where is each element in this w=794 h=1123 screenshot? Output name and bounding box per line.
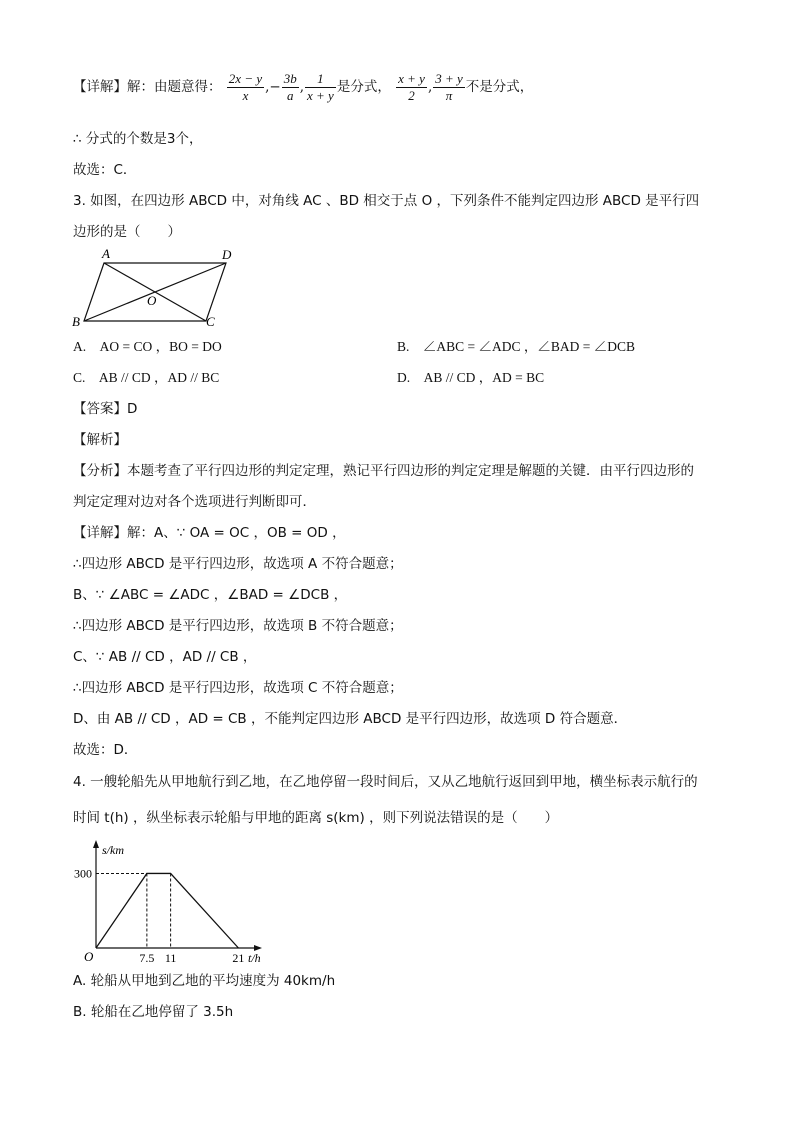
q3-option-d: D. AB // CD ，AD = BC [397, 370, 545, 385]
count-line: ∴ 分式的个数是3个， [73, 131, 203, 147]
q3-detail-1: 【详解】解：A、∵ OA = OC ，OB = OD ， [73, 525, 346, 541]
fraction-5: $\frac{3 + y}{\pi}$ [435, 71, 463, 103]
detail-label: 【详解】解：由题意得： [73, 79, 222, 95]
vertex-label-c: C [206, 314, 215, 329]
q3-detail-3: B、∵ ∠ABC = ∠ADC ，∠BAD = ∠DCB ， [73, 587, 348, 603]
q3-detail-2: ∴四边形 ABCD 是平行四边形，故选项 A 不符合题意； [73, 556, 403, 572]
q4-text-1: 4. 一艘轮船先从甲地航行到乙地，在乙地停留一段时间后，又从乙地航行返回到甲地，横坐标表示航行的 [73, 774, 698, 790]
q3-detail-6: ∴四边形 ABCD 是平行四边形，故选项 C 不符合题意； [73, 680, 403, 696]
x-tick-label-1: 11 [164, 951, 177, 964]
choice-line-c: 故选：C． [73, 162, 137, 178]
q3-option-b: B. ∠ABC = ∠ADC ，∠BAD = ∠DCB [397, 339, 636, 354]
q3-answer: 【答案】D [73, 401, 138, 417]
diagonal-bd [84, 263, 226, 321]
vertex-label-d: D [222, 247, 232, 262]
q3-text-2: 边形的是（ ） [73, 224, 181, 240]
q3-detail-5: C、∵ AB // CD ，AD // CB ， [73, 649, 257, 665]
q4-text-2: 时间 t(h) ，纵坐标表示轮船与甲地的距离 s(km) ，则下列说法错误的是（ ） [73, 810, 559, 826]
fraction-2: $\frac{3b}{a}$ [283, 71, 297, 103]
y-axis-label: s/km [102, 843, 124, 857]
q3-analysis-1: 【分析】本题考查了平行四边形的判定定理，熟记平行四边形的判定定理是解题的关键．由平行四边形的 [73, 463, 694, 479]
fraction-4: $\frac{x + y}{2}$ [398, 71, 425, 103]
q3-text-1: 3. 如图，在四边形 ABCD 中，对角线 AC 、BD 相交于点 O ，下列条件不能判定四边形 ABCD 是平行四 [73, 193, 700, 209]
y-axis-arrow [93, 840, 99, 848]
q4-option-b: B. 轮船在乙地停留了 3.5h [73, 1004, 234, 1020]
q3-option-a: A. AO = CO ，BO = DO [73, 339, 222, 354]
q3-analysis-2: 判定定理对边对各个选项进行判断即可． [73, 494, 316, 510]
fraction-1: $\frac{2x - y}{x}$ [228, 71, 263, 103]
y-tick-label-0: 300 [74, 866, 92, 881]
q3-detail-4: ∴四边形 ABCD 是平行四边形，故选项 B 不符合题意； [73, 618, 403, 634]
q3-analysis-label: 【解析】 [73, 432, 127, 448]
parallelogram-figure [70, 246, 240, 332]
vertex-label-a: A [102, 246, 110, 261]
distance-time-chart [66, 838, 276, 964]
x-axis-label: t/h [248, 951, 261, 964]
fraction-3: $\frac{1}{x + y}$ [307, 71, 334, 103]
x-tick-label-2: 21 [232, 951, 245, 964]
origin-label: O [84, 949, 94, 964]
x-tick-label-0: 7.5 [139, 951, 155, 964]
q4-option-a: A. 轮船从甲地到乙地的平均速度为 40km/h [73, 973, 336, 989]
vertex-label-b: B [72, 314, 80, 329]
detail-line-fractions: 【详解】解：由题意得： $\frac{2x - y}{x}$ ,− $\frac{3b}{a}$ , $\frac{1}{x + y}$ 是分式， $\frac{x + y}{2}$ , $\frac{3 + y}{\pi}$ 不是分式， [73, 71, 534, 103]
q3-detail-8: 故选：D． [73, 742, 138, 758]
series-line [96, 873, 238, 948]
q3-option-c: C. AB // CD ，AD // BC [73, 370, 220, 385]
q3-detail-7: D、由 AB // CD ，AD = CB ，不能判定四边形 ABCD 是平行四边形，故选项 D 符合题意． [73, 711, 628, 727]
center-label-o: O [147, 293, 157, 308]
